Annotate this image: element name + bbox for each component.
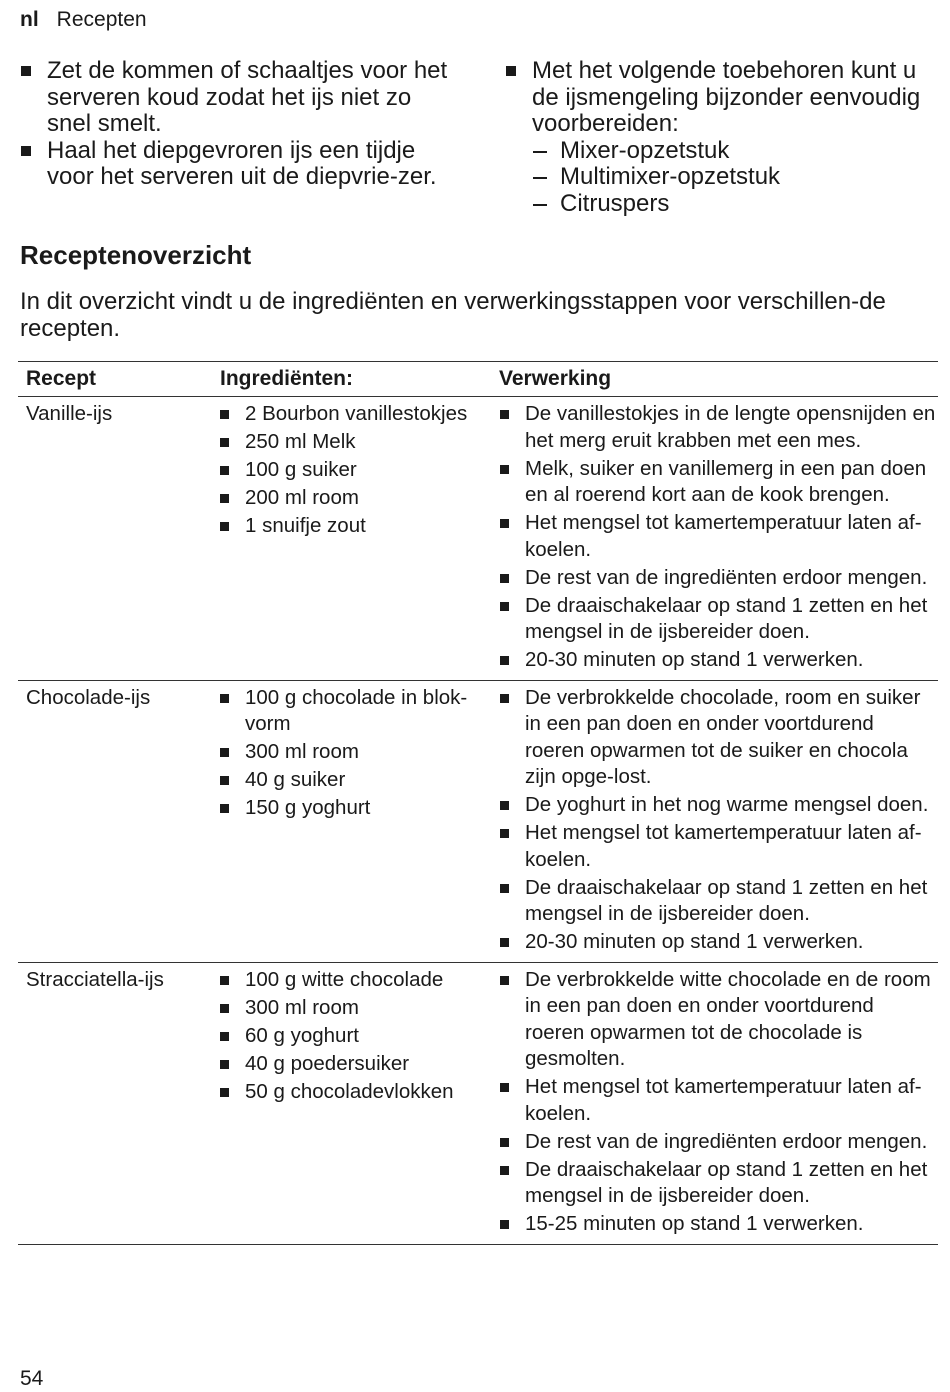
step-item: Het mengsel tot kamertemperatuur laten af-koelen.	[499, 1074, 938, 1127]
ingredient-item: 250 ml Melk	[219, 429, 491, 456]
accessory-item: Multimixer-opzetstuk	[532, 164, 945, 191]
ingredients-cell	[209, 962, 491, 1244]
ingredient-item: 40 g suiker	[219, 767, 491, 794]
step-item: De vanillestokjes in de lengte opensnijden en het merg eruit krabben met een mes.	[499, 401, 938, 454]
tips-right-column	[505, 58, 945, 218]
tips-left-list	[20, 58, 460, 191]
ingredient-item: 2 Bourbon vanillestokjes	[219, 401, 491, 428]
ingredient-item: 150 g yoghurt	[219, 795, 491, 822]
step-item: Melk, suiker en vanillemerg in een pan doen en al roerend kort aan de kook brengen.	[499, 456, 938, 509]
step-item: De yoghurt in het nog warme mengsel doen.	[499, 792, 938, 819]
ingredient-item: 40 g poedersuiker	[219, 1051, 491, 1078]
step-item: De verbrokkelde witte chocolade en de room in een pan doen en onder voortdurend roeren opwarmen tot de chocolade is gesmolten.	[499, 967, 938, 1073]
tip-item: Haal het diepgevroren ijs een tijdje voor het serveren uit de diepvrie-zer.	[20, 138, 460, 191]
ingredient-item: 100 g witte chocolade	[219, 967, 491, 994]
ingredients-cell	[209, 680, 491, 962]
step-item: 20-30 minuten op stand 1 verwerken.	[499, 647, 938, 674]
recipe-name: Vanille-ijs	[26, 402, 113, 425]
ingredients-list	[219, 685, 491, 822]
step-item: Het mengsel tot kamertemperatuur laten af-koelen.	[499, 510, 938, 563]
ingredient-item: 60 g yoghurt	[219, 1023, 491, 1050]
accessories-tip	[505, 58, 945, 218]
section-title: Receptenoverzicht	[20, 240, 252, 270]
accessories-list	[532, 138, 945, 218]
ingredient-item: 50 g chocoladevlokken	[219, 1079, 491, 1106]
step-item: 15-25 minuten op stand 1 verwerken.	[499, 1211, 938, 1238]
recipe-table	[18, 361, 938, 1245]
step-item: De draaischakelaar op stand 1 zetten en het mengsel in de ijsbereider doen.	[499, 593, 938, 646]
recipe-name: Chocolade-ijs	[26, 685, 151, 709]
page-number: 54	[20, 1367, 44, 1390]
page-header	[20, 8, 147, 32]
ingredient-item: 100 g chocolade in blok-vorm	[219, 685, 491, 738]
ingredient-item: 300 ml room	[219, 995, 491, 1022]
step-item: De rest van de ingrediënten erdoor mengen.	[499, 1129, 938, 1156]
column-header-recept: Recept	[26, 367, 97, 390]
language-code: nl	[20, 8, 39, 31]
recipe-row-stracciatella	[18, 962, 938, 1244]
step-item: De rest van de ingrediënten erdoor mengen.	[499, 565, 938, 592]
tips-right-list	[505, 58, 945, 218]
recipe-name: Stracciatella-ijs	[26, 967, 164, 991]
steps-list	[499, 685, 938, 956]
ingredients-cell	[209, 397, 491, 681]
accessory-item: Mixer-opzetstuk	[532, 138, 945, 165]
chapter-name: Recepten	[56, 8, 147, 31]
ingredient-item: 300 ml room	[219, 739, 491, 766]
tip-item: Zet de kommen of schaaltjes voor het serveren koud zodat het ijs niet zo snel smelt.	[20, 58, 460, 138]
ingredients-list	[219, 967, 491, 1106]
step-item: De draaischakelaar op stand 1 zetten en het mengsel in de ijsbereider doen.	[499, 1157, 938, 1210]
steps-list	[499, 967, 938, 1238]
recipe-row-chocolade	[18, 680, 938, 962]
tips-left-column	[20, 58, 460, 191]
intro-text: In dit overzicht vindt u de ingrediënten en verwerkingsstappen voor verschillen-de recepten.	[20, 288, 886, 342]
ingredient-item: 1 snuifje zout	[219, 513, 491, 540]
table-header-row	[18, 362, 938, 397]
recipe-row-vanille	[18, 397, 938, 681]
steps-cell	[491, 397, 938, 681]
accessories-tip-text: Met het volgende toebehoren kunt u de ijsmengeling bijzonder eenvoudig voorbereiden:	[532, 57, 921, 138]
column-header-ingredienten: Ingrediënten:	[220, 367, 354, 390]
ingredients-list	[219, 401, 491, 540]
step-item: De draaischakelaar op stand 1 zetten en het mengsel in de ijsbereider doen.	[499, 875, 938, 928]
step-item: 20-30 minuten op stand 1 verwerken.	[499, 929, 938, 956]
ingredient-item: 200 ml room	[219, 485, 491, 512]
accessory-item: Citruspers	[532, 191, 945, 218]
steps-cell	[491, 680, 938, 962]
ingredient-item: 100 g suiker	[219, 457, 491, 484]
steps-cell	[491, 962, 938, 1244]
column-header-verwerking: Verwerking	[499, 367, 612, 390]
step-item: De verbrokkelde chocolade, room en suiker in een pan doen en onder voortdurend roeren opwarmen tot de suiker en chocola zijn opge-lost.	[499, 685, 938, 791]
step-item: Het mengsel tot kamertemperatuur laten af-koelen.	[499, 820, 938, 873]
steps-list	[499, 401, 938, 674]
